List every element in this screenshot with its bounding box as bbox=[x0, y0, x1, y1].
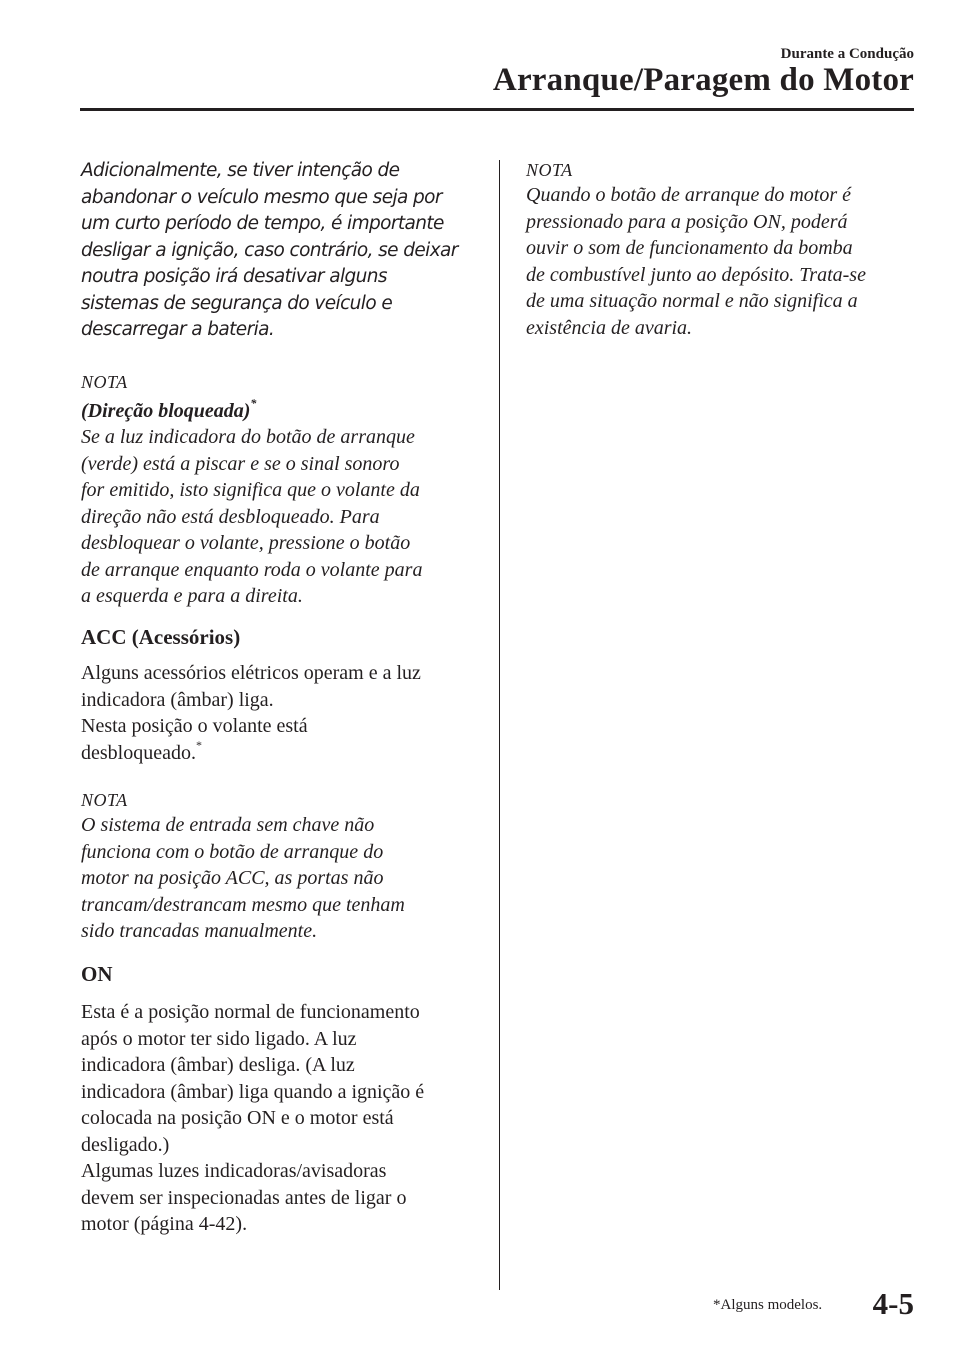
note-label: NOTA bbox=[81, 790, 128, 810]
header-section-label: Durante a Condução bbox=[780, 46, 914, 62]
note-label: NOTA bbox=[81, 371, 128, 392]
warning-text: Adicionalmente, se tiver intenção de abandonar o veículo mesmo que seja por um curto período de tempo, é importante desligar a ignição, caso contrário, se deixar noutra posição irá desativar alguns sistemas de segurança do veículo e descarregar a bateria. bbox=[81, 160, 458, 340]
page-number: 4-5 bbox=[872, 1286, 914, 1321]
section-heading-acc: ACC (Acessórios) bbox=[81, 624, 241, 649]
column-divider bbox=[499, 160, 500, 1290]
page-title: Arranque/Paragem do Motor bbox=[492, 62, 914, 98]
note-label: NOTA bbox=[526, 160, 573, 180]
on-body-text: Esta é a posição normal de funcionamento após o motor ter sido ligado. A luz indicadora (âmbar) desliga. (A luz indicadora (âmbar) liga quando a ignição é colocada na posição ON e o motor está desligado.) Algumas luzes indicadoras/avisadoras devem ser inspecionadas antes de ligar o motor (página 4-42). bbox=[81, 1001, 425, 1235]
left-column bbox=[81, 158, 476, 1238]
asterisk-mark: * bbox=[250, 395, 257, 410]
acc-body-text bbox=[81, 660, 476, 766]
section-heading-on: ON bbox=[81, 961, 113, 986]
note-text: Se a luz indicadora do botão de arranque (verde) está a piscar e se o sinal sonoro for emitido, isto significa que o volante da direção não está desbloqueado. Para desbloquear o volante, pressione o botão de arranque enquanto roda o volante para a esquerda e para a direita. bbox=[81, 426, 423, 607]
note-text: O sistema de entrada sem chave não funciona com o botão de arranque do motor na posição ACC, as portas não trancam/destrancam mesmo que tenham sido trancadas manualmente. bbox=[81, 814, 405, 942]
note-subheading bbox=[81, 395, 476, 425]
header-rule bbox=[80, 108, 914, 111]
note-subheading-text: (Direção bloqueada) bbox=[81, 399, 251, 422]
footer-note: *Alguns modelos. bbox=[713, 1297, 823, 1313]
right-column bbox=[526, 158, 921, 341]
note-text: Quando o botão de arranque do motor é pressionado para a posição ON, poderá ouvir o som de funcionamento da bomba de combustível junto ao depósito. Trata-se de uma situação normal e não significa a existência de avaria. bbox=[526, 184, 866, 339]
asterisk-mark: * bbox=[195, 737, 202, 752]
acc-text: Alguns acessórios elétricos operam e a luz indicadora (âmbar) liga. Nesta posição o volante está desbloqueado. bbox=[81, 662, 421, 764]
